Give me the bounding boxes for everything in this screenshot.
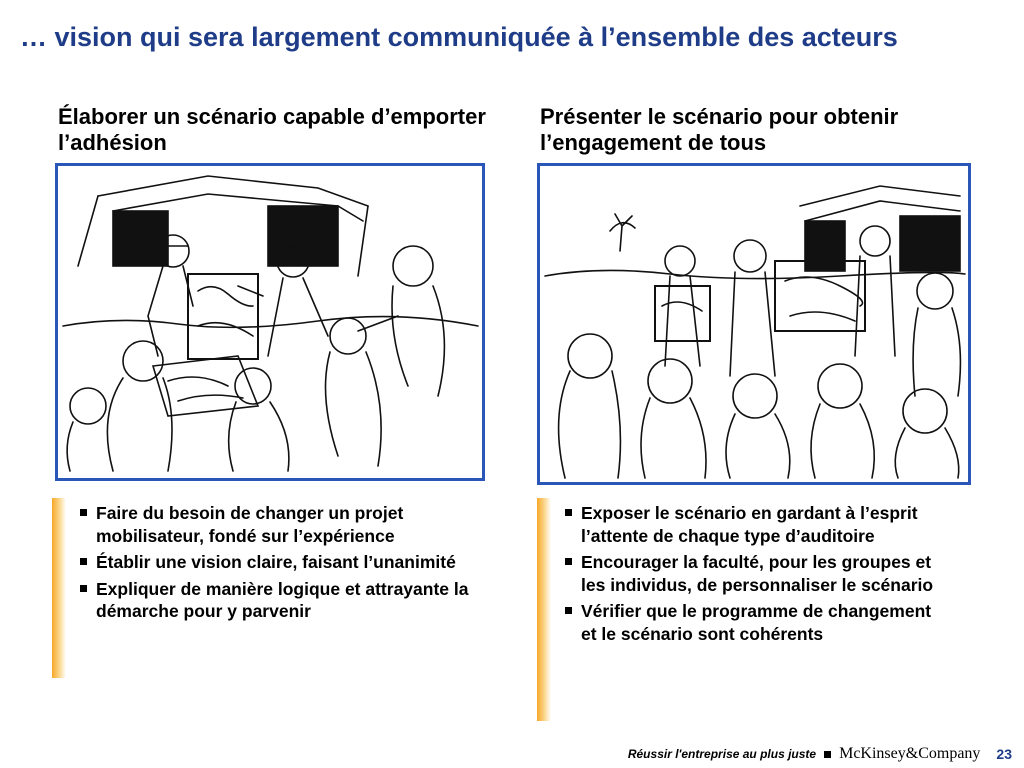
right-bullet-list	[565, 502, 945, 649]
list-item: Établir une vision claire, faisant l’unanimité	[80, 551, 490, 574]
slide-title: … vision qui sera largement communiquée à l’ensemble des acteurs	[20, 22, 898, 52]
page-number: 23	[996, 746, 1012, 762]
right-column-heading: Présenter le scénario pour obtenir l’engagement de tous	[540, 104, 899, 155]
right-accent-bar	[537, 498, 551, 721]
left-accent-bar	[52, 498, 66, 678]
right-illustration	[540, 166, 968, 482]
footer-square-icon	[824, 751, 831, 758]
left-column-heading: Élaborer un scénario capable d’emporter l’adhésion	[58, 104, 486, 155]
list-item: Faire du besoin de changer un projet mobilisateur, fondé sur l’expérience	[80, 502, 490, 547]
list-item: Encourager la faculté, pour les groupes et les individus, de personnaliser le scénario	[565, 551, 945, 596]
list-item: Exposer le scénario en gardant à l’esprit l’attente de chaque type d’auditoire	[565, 502, 945, 547]
footer-tagline: Réussir l'entreprise au plus juste	[627, 747, 817, 761]
slide-footer	[628, 744, 1012, 764]
left-bullet-list	[80, 502, 490, 627]
list-item: Expliquer de manière logique et attrayante la démarche pour y parvenir	[80, 578, 490, 623]
left-illustration-frame	[55, 163, 485, 481]
left-bullet-block	[52, 498, 492, 683]
brand-logo: McKinsey&Company	[839, 745, 981, 762]
right-illustration-frame	[537, 163, 971, 485]
list-item: Vérifier que le programme de changement et le scénario sont cohérents	[565, 600, 945, 645]
right-bullet-block	[537, 498, 977, 723]
left-illustration	[58, 166, 482, 478]
